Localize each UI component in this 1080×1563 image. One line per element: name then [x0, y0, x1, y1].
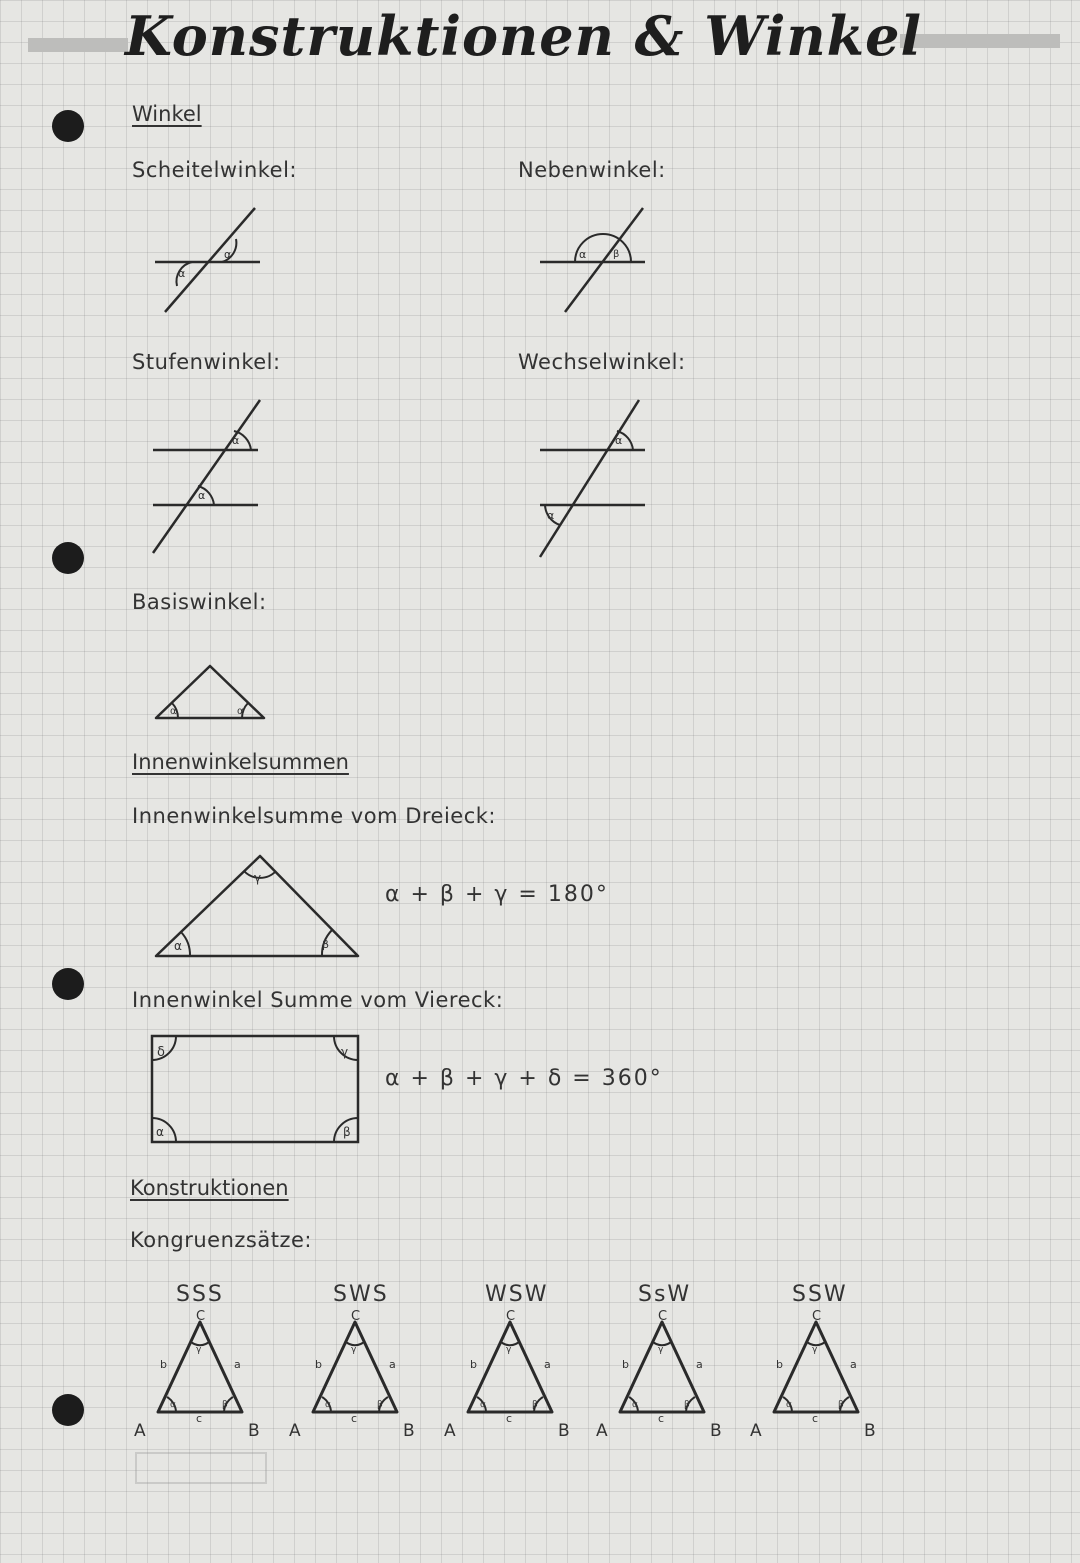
alpha-label: α — [198, 489, 206, 502]
basiswinkel-diagram — [150, 658, 270, 724]
beta-label: β — [838, 1400, 844, 1410]
congruence-label-wsw: WSW — [485, 1282, 549, 1307]
alpha-label: α — [178, 267, 186, 280]
congruence-triangles — [0, 1300, 1080, 1450]
page-title: Konstruktionen & Winkel — [125, 4, 922, 68]
vertex-a-label: A — [134, 1421, 146, 1441]
punch-hole — [52, 110, 84, 142]
side-c-label: c — [812, 1412, 819, 1425]
section-winkel: Winkel — [132, 102, 202, 126]
gamma-label: γ — [658, 1345, 664, 1355]
dreieck-diagram — [150, 848, 365, 963]
alpha-label: α — [786, 1400, 792, 1410]
tape-right — [900, 34, 1060, 48]
vertex-b-label: B — [403, 1421, 415, 1441]
stufenwinkel-diagram — [148, 395, 263, 560]
side-a-label: a — [850, 1358, 857, 1371]
formula-dreieck: α + β + γ = 180° — [385, 882, 609, 907]
side-c-label: c — [658, 1412, 665, 1425]
alpha-label: α — [325, 1400, 331, 1410]
vertex-a-label: A — [596, 1421, 608, 1441]
label-kongruenzsaetze: Kongruenzsätze: — [130, 1228, 312, 1252]
label-stufenwinkel: Stufenwinkel: — [132, 350, 281, 374]
side-c-label: c — [506, 1412, 513, 1425]
beta-label: β — [322, 938, 330, 951]
beta-label: β — [222, 1400, 228, 1410]
section-innenwinkelsummen: Innenwinkelsummen — [132, 750, 349, 774]
vertex-c-label: C — [196, 1309, 206, 1324]
beta-label: β — [613, 249, 620, 260]
vertex-b-label: B — [864, 1421, 876, 1441]
gamma-label: γ — [196, 1345, 202, 1355]
vertex-a-label: A — [289, 1421, 301, 1441]
vertex-c-label: C — [506, 1309, 516, 1324]
alpha-label: α — [237, 706, 244, 717]
label-nebenwinkel: Nebenwinkel: — [518, 158, 666, 182]
alpha-label: α — [224, 248, 232, 261]
label-dreieck: Innenwinkelsumme vom Dreieck: — [132, 804, 496, 828]
beta-label: β — [684, 1400, 690, 1410]
beta-label: β — [343, 1125, 351, 1139]
beta-label: β — [532, 1400, 538, 1410]
formula-viereck: α + β + γ + δ = 360° — [385, 1066, 663, 1091]
beta-label: β — [377, 1400, 383, 1410]
alpha-label: α — [547, 509, 555, 522]
vertex-a-label: A — [750, 1421, 762, 1441]
label-viereck: Innenwinkel Summe vom Viereck: — [132, 988, 504, 1012]
side-b-label: b — [315, 1358, 322, 1371]
vertex-c-label: C — [351, 1309, 361, 1324]
punch-hole — [52, 968, 84, 1000]
side-a-label: a — [234, 1358, 241, 1371]
label-scheitelwinkel: Scheitelwinkel: — [132, 158, 297, 182]
gamma-label: γ — [341, 1045, 349, 1059]
punch-hole — [52, 542, 84, 574]
congruence-label-ssw: SSW — [792, 1282, 848, 1307]
stamp — [135, 1452, 267, 1484]
tape-left — [28, 38, 128, 52]
alpha-label: α — [579, 248, 587, 261]
alpha-label: α — [170, 706, 177, 717]
alpha-label: α — [480, 1400, 486, 1410]
alpha-label: α — [170, 1400, 176, 1410]
side-a-label: a — [389, 1358, 396, 1371]
side-b-label: b — [622, 1358, 629, 1371]
gamma-label: γ — [812, 1345, 818, 1355]
section-konstruktionen: Konstruktionen — [130, 1176, 289, 1200]
side-b-label: b — [160, 1358, 167, 1371]
gamma-label: γ — [351, 1345, 357, 1355]
delta-label: δ — [157, 1045, 165, 1060]
congruence-label-sws: SWS — [333, 1282, 389, 1307]
wechselwinkel-diagram — [535, 395, 650, 560]
vertex-b-label: B — [248, 1421, 260, 1441]
vertex-a-label: A — [444, 1421, 456, 1441]
vertex-c-label: C — [812, 1309, 822, 1324]
side-a-label: a — [696, 1358, 703, 1371]
congruence-label-ssw-small: SsW — [638, 1282, 692, 1307]
gamma-label: γ — [506, 1345, 512, 1355]
side-b-label: b — [470, 1358, 477, 1371]
alpha-label: α — [156, 1125, 164, 1139]
alpha-label: α — [615, 434, 623, 447]
vertex-c-label: C — [658, 1309, 668, 1324]
side-c-label: c — [196, 1412, 203, 1425]
alpha-label: α — [632, 1400, 638, 1410]
label-basiswinkel: Basiswinkel: — [132, 590, 267, 614]
scheitelwinkel-diagram — [150, 200, 265, 320]
vertex-b-label: B — [710, 1421, 722, 1441]
congruence-label-sss: SSS — [176, 1282, 224, 1307]
side-c-label: c — [351, 1412, 358, 1425]
viereck-diagram — [148, 1032, 363, 1147]
alpha-label: α — [174, 939, 182, 953]
side-b-label: b — [776, 1358, 783, 1371]
label-wechselwinkel: Wechselwinkel: — [518, 350, 686, 374]
side-a-label: a — [544, 1358, 551, 1371]
alpha-label: α — [232, 434, 240, 447]
vertex-b-label: B — [558, 1421, 570, 1441]
nebenwinkel-diagram — [535, 200, 650, 320]
gamma-label: γ — [254, 871, 262, 885]
